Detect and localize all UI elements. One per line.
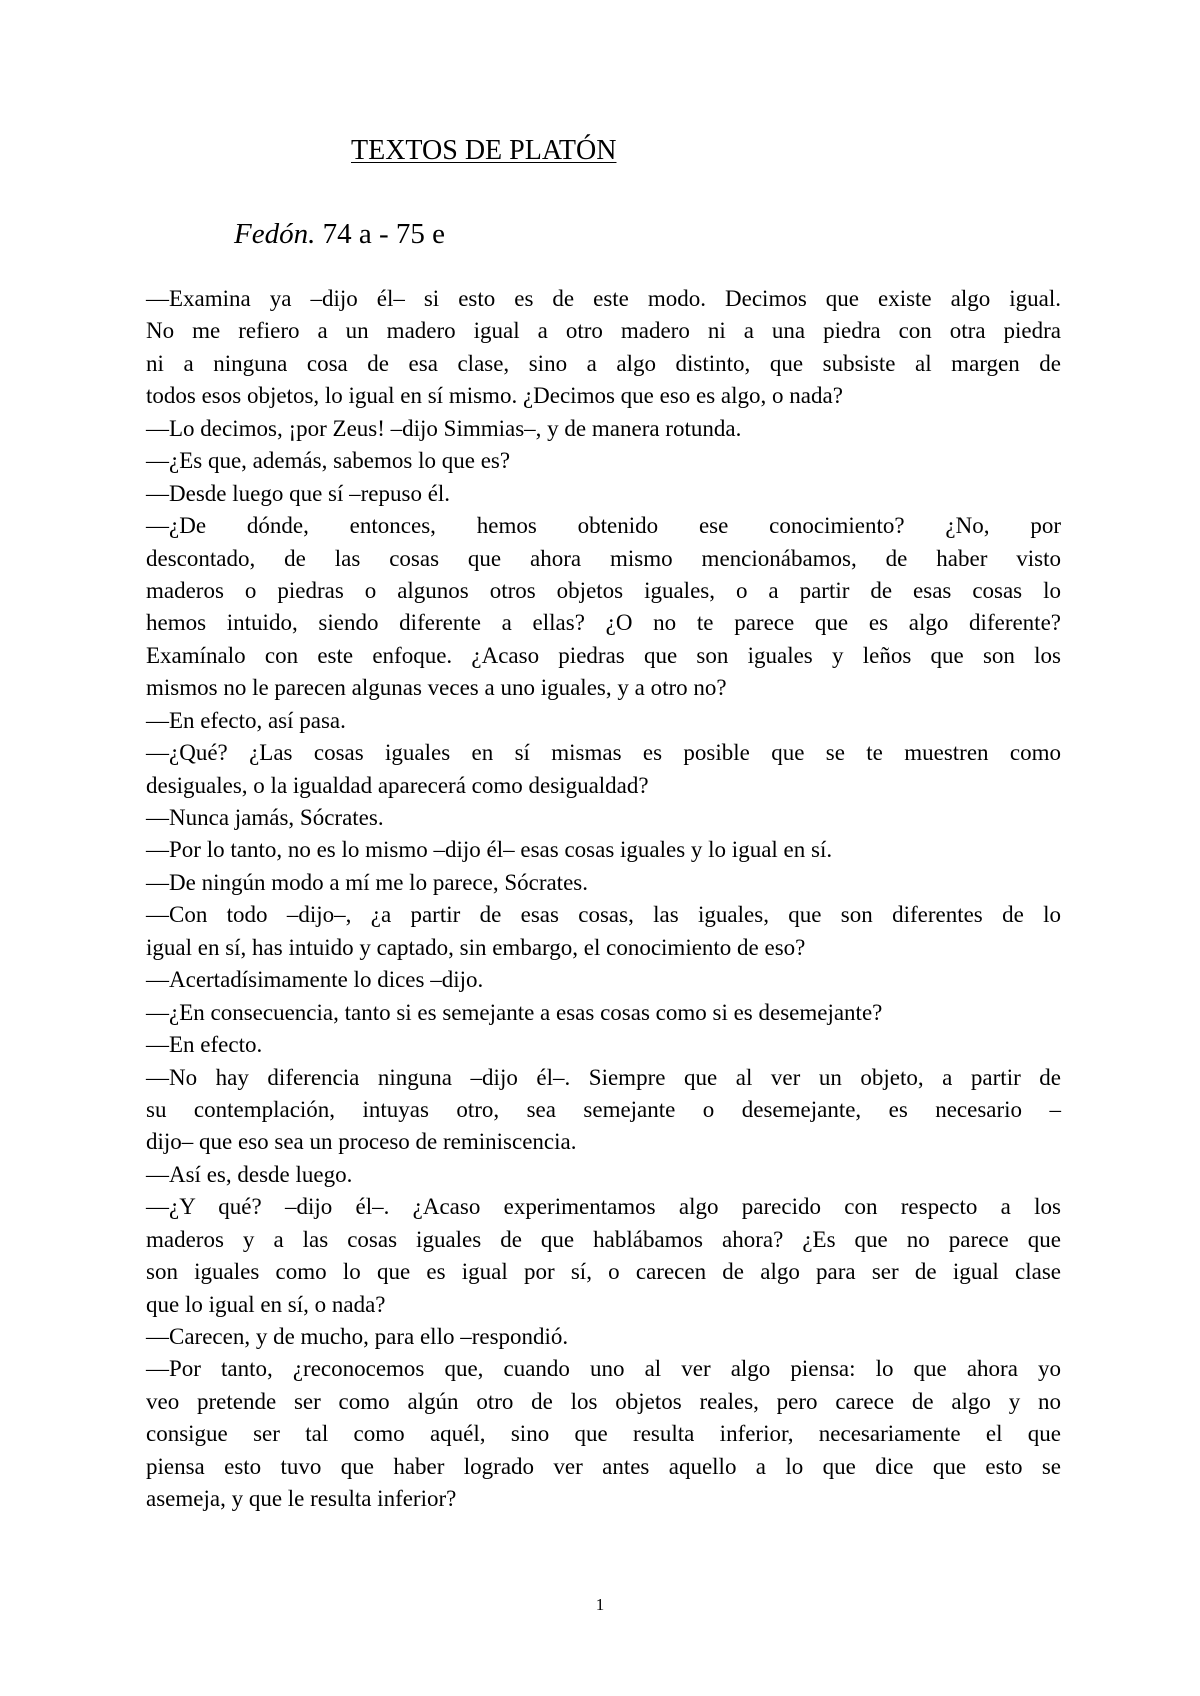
text-line: mismos no le parecen algunas veces a uno iguales, y a otro no?	[146, 675, 727, 701]
text-line: desiguales, o la igualdad aparecerá como desigualdad?	[146, 772, 649, 798]
text-line: —¿Y qué? –dijo él–. ¿Acaso experimentamos algo parecido con respecto a los	[146, 1194, 1061, 1220]
text-line: hemos intuido, siendo diferente a ellas? ¿O no te parece que es algo diferente?	[146, 610, 1061, 636]
document-title: TEXTOS DE PLATÓN	[351, 135, 617, 166]
text-line: —Carecen, y de mucho, para ello –respondió.	[146, 1324, 569, 1349]
text-line: No me refiero a un madero igual a otro madero ni a una piedra con otra piedra	[146, 318, 1061, 344]
text-line: —De ningún modo a mí me lo parece, Sócrates.	[146, 869, 588, 895]
text-line: que lo igual en sí, o nada?	[146, 1291, 386, 1317]
text-line: ni a ninguna cosa de esa clase, sino a algo distinto, que subsiste al margen de	[146, 350, 1061, 376]
text-line: —¿Qué? ¿Las cosas iguales en sí mismas es posible que se te muestren como	[146, 740, 1061, 766]
text-line: —Con todo –dijo–, ¿a partir de esas cosas, las iguales, que son diferentes de lo	[146, 902, 1061, 928]
text-line: —Por lo tanto, no es lo mismo –dijo él– esas cosas iguales y lo igual en sí.	[146, 837, 833, 863]
text-line: descontado, de las cosas que ahora mismo mencionábamos, de haber visto	[146, 545, 1061, 571]
text-line: son iguales como lo que es igual por sí, o carecen de algo para ser de igual clase	[146, 1259, 1061, 1285]
text-line: —Lo decimos, ¡por Zeus! –dijo Simmias–, y de manera rotunda.	[146, 415, 742, 441]
text-line: maderos o piedras o algunos otros objetos iguales, o a partir de esas cosas lo	[146, 577, 1061, 603]
text-line: veo pretende ser como algún otro de los objetos reales, pero carece de algo y no	[146, 1388, 1061, 1414]
text-line: dijo– que eso sea un proceso de reminiscencia.	[146, 1129, 577, 1155]
text-line: —Por tanto, ¿reconocemos que, cuando uno al ver algo piensa: lo que ahora yo	[146, 1356, 1061, 1382]
text-line: piensa esto tuvo que haber logrado ver antes aquello a lo que dice que esto se	[146, 1453, 1061, 1479]
text-line: —Nunca jamás, Sócrates.	[146, 805, 384, 830]
text-line: su contemplación, intuyas otro, sea semejante o desemejante, es necesario –	[146, 1096, 1061, 1122]
text-line: Examínalo con este enfoque. ¿Acaso piedras que son iguales y leños que son los	[146, 642, 1061, 668]
text-line: todos esos objetos, lo igual en sí mismo. ¿Decimos que eso es algo, o nada?	[146, 383, 843, 409]
page-number: 1	[595, 1595, 605, 1614]
text-line: —Acertadísimamente lo dices –dijo.	[146, 967, 484, 993]
text-line: —Así es, desde luego.	[146, 1161, 353, 1187]
text-line: —Desde luego que sí –repuso él.	[146, 480, 451, 506]
source-reference	[234, 216, 445, 252]
text-line: —En efecto, así pasa.	[146, 707, 346, 733]
text-line: —¿De dónde, entonces, hemos obtenido ese conocimiento? ¿No, por	[146, 513, 1061, 539]
text-line: asemeja, y que le resulta inferior?	[146, 1486, 457, 1512]
text-line: igual en sí, has intuido y captado, sin embargo, el conocimiento de eso?	[146, 934, 806, 960]
passage-reference: 74 a - 75 e	[315, 218, 445, 250]
text-line: —Examina ya –dijo él– si esto es de este modo. Decimos que existe algo igual.	[146, 286, 1061, 311]
work-title: Fedón.	[234, 218, 316, 250]
text-line: —¿En consecuencia, tanto si es semejante a esas cosas como si es desemejante?	[146, 999, 883, 1025]
text-line: —En efecto.	[146, 1032, 263, 1058]
text-line: —No hay diferencia ninguna –dijo él–. Siempre que al ver un objeto, a partir de	[146, 1064, 1061, 1090]
text-line: maderos y a las cosas iguales de que hablábamos ahora? ¿Es que no parece que	[146, 1226, 1061, 1252]
text-line: —¿Es que, además, sabemos lo que es?	[146, 448, 511, 474]
text-line: consigue ser tal como aquél, sino que resulta inferior, necesariamente el que	[146, 1421, 1061, 1447]
dialogue-text	[146, 283, 1061, 1516]
